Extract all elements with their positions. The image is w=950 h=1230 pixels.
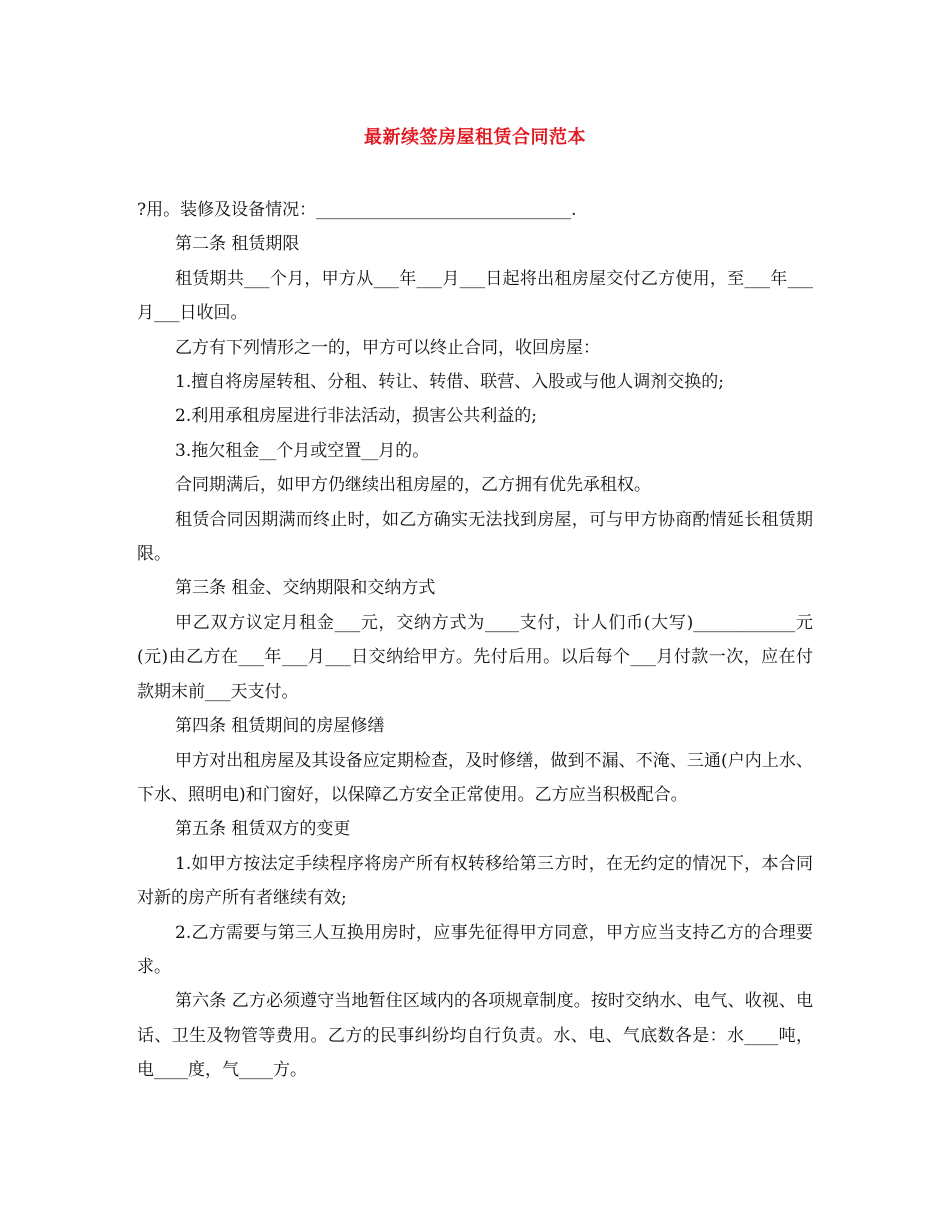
paragraph: 第二条 租赁期限 (175, 234, 300, 255)
paragraph: 2.乙方需要与第三人互换用房时，应事先征得甲方同意，甲方应当支持乙方的合理要求。 (137, 922, 813, 977)
paragraph: 第六条 乙方必须遵守当地暂住区域内的各项规章制度。按时交纳水、电气、收视、电话、卫生及物管等费用。乙方的民事纠纷均自行负责。水、电、气底数各是：水____吨，电____度，气____方。 (137, 991, 813, 1081)
paragraph: 甲乙双方议定月租金___元，交纳方式为____支付，计人们币(大写)____________元(元)由乙方在___年___月___日交纳给甲方。先付后用。以后每个___月付款一次，应在付款期末前___天支付。 (137, 612, 813, 702)
paragraph: 1.如甲方按法定手续程序将房产所有权转移给第三方时，在无约定的情况下，本合同对新的房产所有者继续有效; (137, 853, 813, 909)
paragraph: 第五条 租赁双方的变更 (175, 819, 351, 840)
paragraph: 第三条 租金、交纳期限和交纳方式 (175, 578, 436, 599)
document-body (137, 193, 813, 1088)
paragraph: 甲方对出租房屋及其设备应定期检查，及时修缮，做到不漏、不淹、三通(户内上水、下水、照明电)和门窗好，以保障乙方安全正常使用。乙方应当积极配合。 (137, 750, 813, 805)
paragraph: 3.拖欠租金__个月或空置__月的。 (175, 440, 430, 461)
paragraph: 租赁合同因期满而终止时，如乙方确实无法找到房屋，可与甲方协商酌情延长租赁期限。 (137, 509, 813, 565)
paragraph: 1.擅自将房屋转租、分租、转让、转借、联营、入股或与他人调剂交换的; (175, 372, 724, 393)
paragraph: 租赁期共___个月，甲方从___年___月___日起将出租房屋交付乙方使用，至___年___月___日收回。 (137, 268, 813, 324)
paragraph: 乙方有下列情形之一的，甲方可以终止合同，收回房屋： (175, 337, 600, 358)
paragraph: 第四条 租赁期间的房屋修缮 (175, 716, 385, 737)
document-title: 最新续签房屋租赁合同范本 (364, 127, 586, 148)
paragraph: ?用。装修及设备情况：______________________________. (137, 200, 577, 220)
paragraph: 合同期满后，如甲方仍继续出租房屋的，乙方拥有优先承租权。 (175, 475, 651, 496)
paragraph: 2.利用承租房屋进行非法活动，损害公共利益的; (175, 406, 537, 427)
